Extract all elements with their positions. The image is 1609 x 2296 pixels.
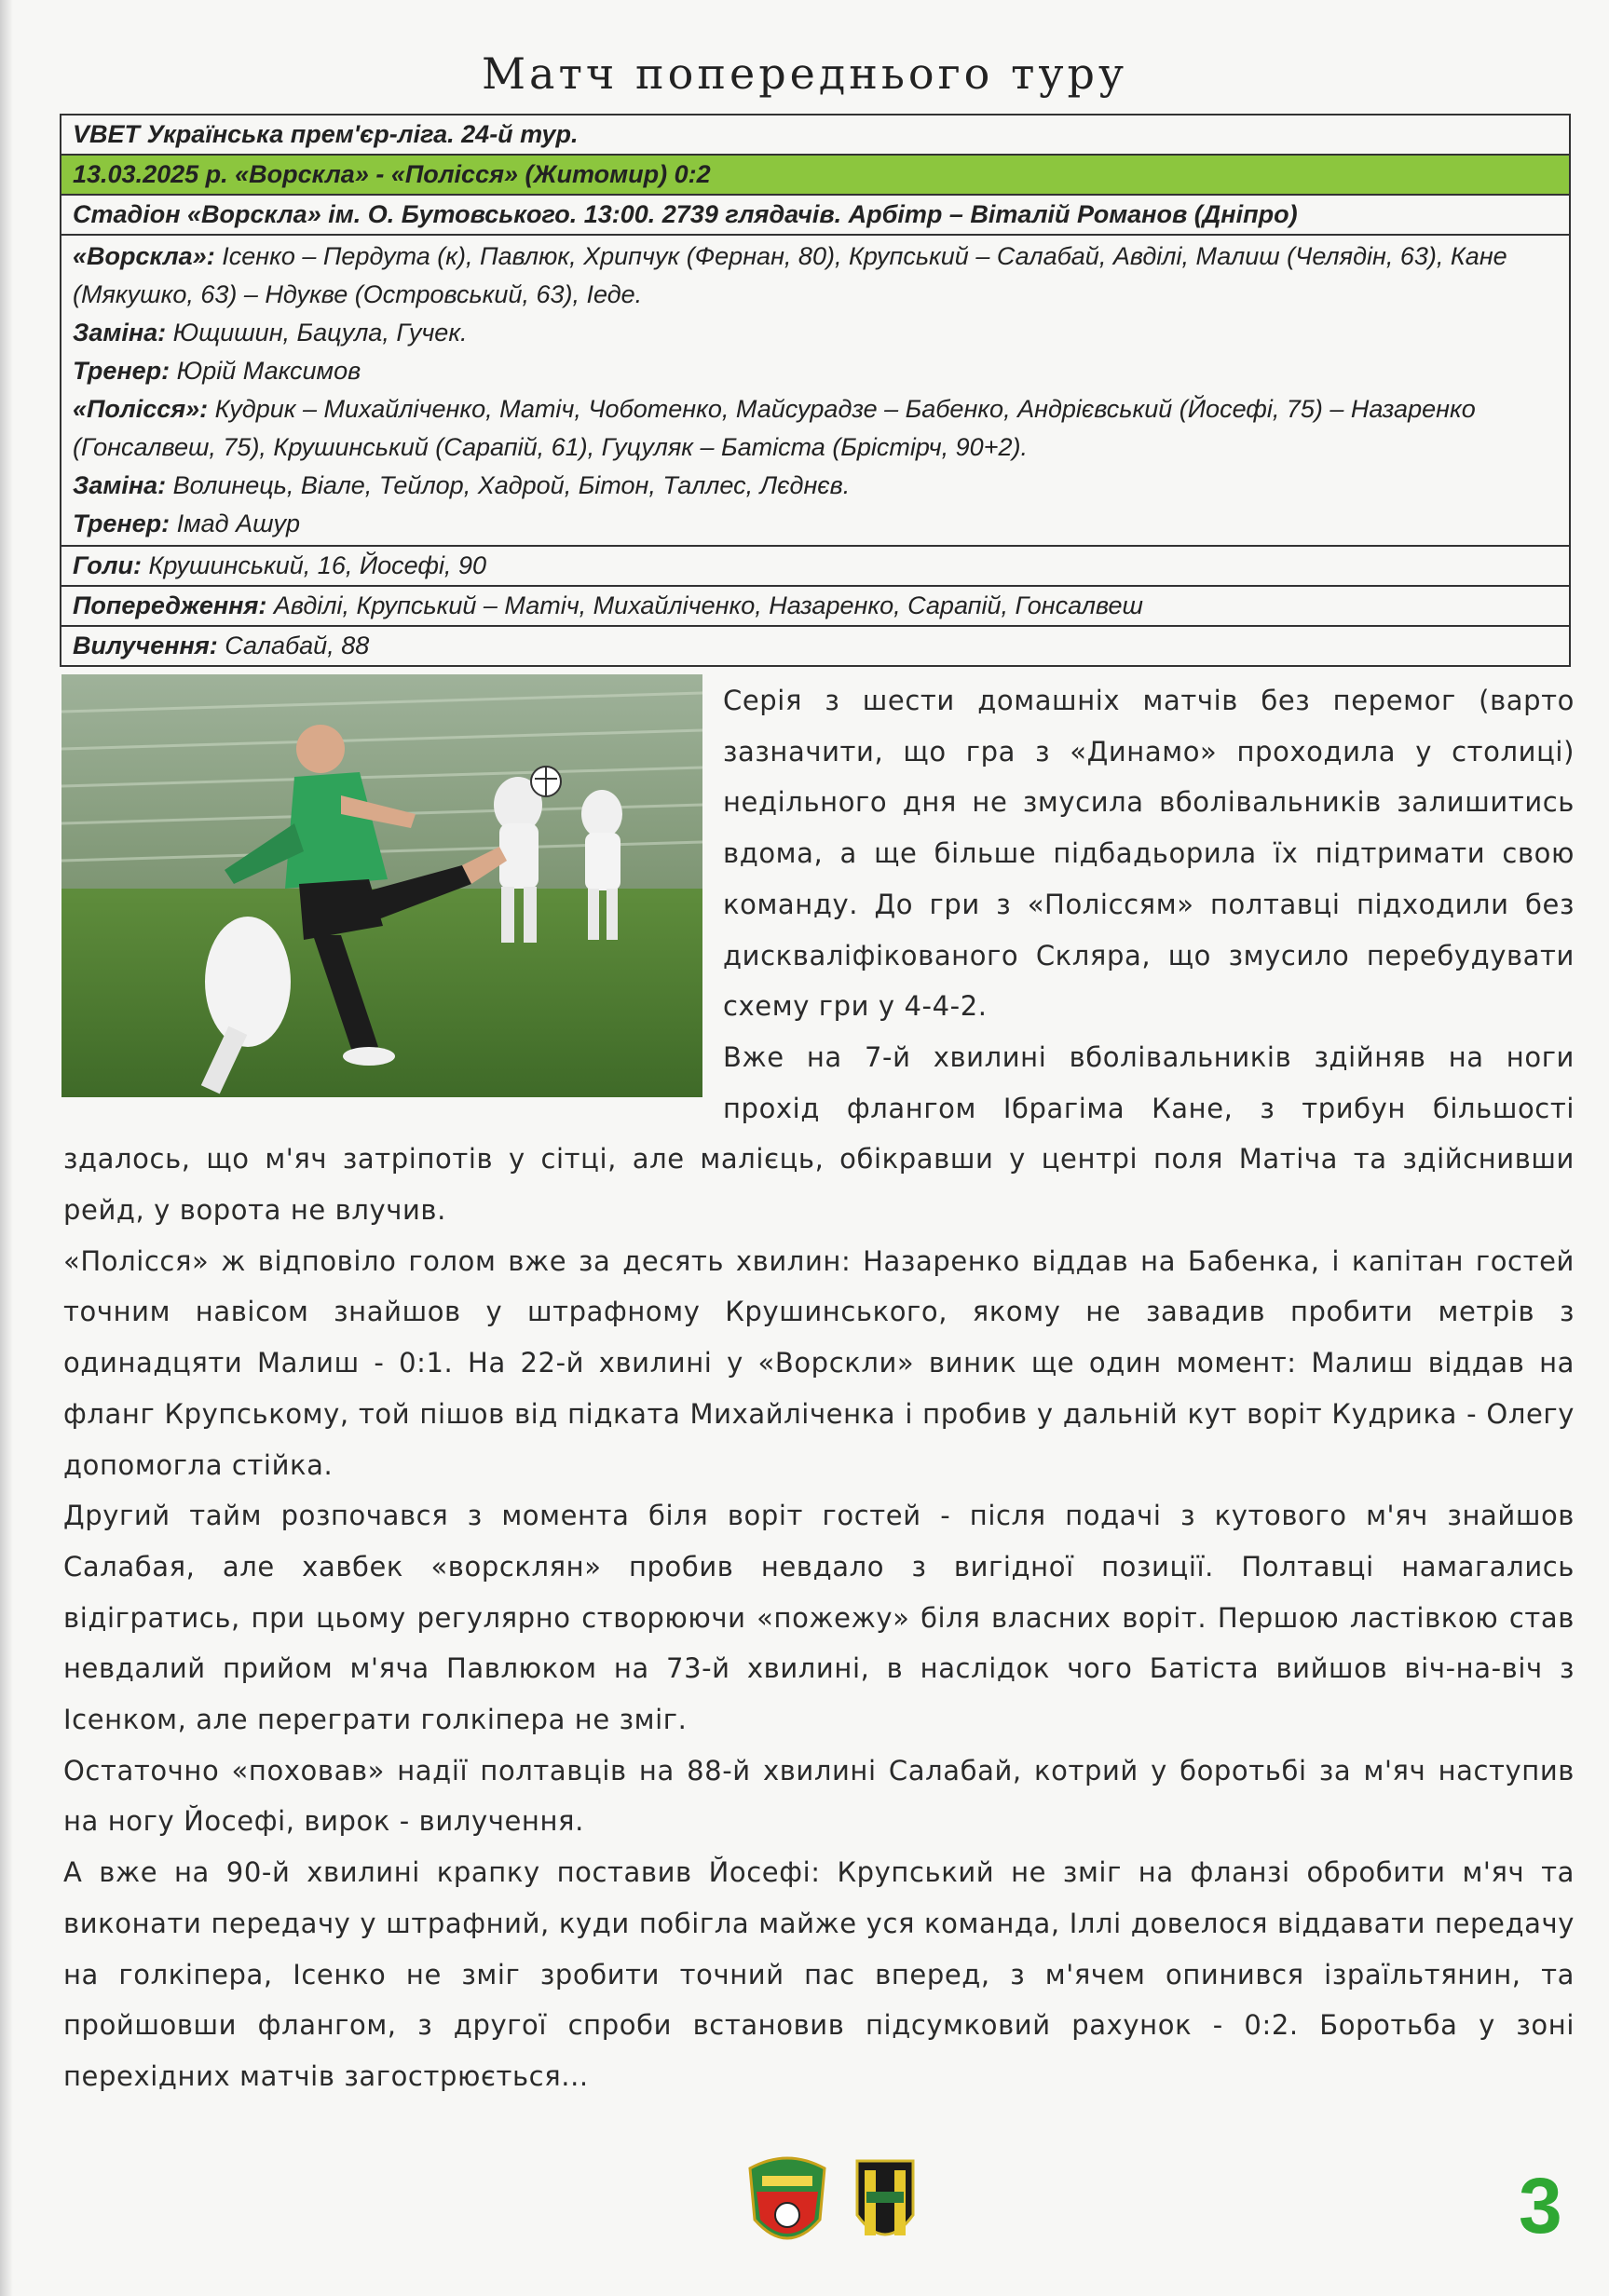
- polissia-coach-name: Імад Ашур: [170, 509, 301, 537]
- polissia-lineup: [73, 390, 1558, 467]
- vorskla-players: Ісенко – Пердута (к), Павлюк, Хрипчук (Фернан, 80), Крупський – Салабай, Авділі, Малиш (Челядін, 63), Кане (Мякушко, 63) – Ндукве (Островський, 63), Іеде.: [73, 242, 1507, 308]
- photo-float-space: [63, 675, 723, 1113]
- vorskla-subs-list: Ющишин, Бацула, Гучек.: [166, 319, 468, 346]
- vorskla-crest-icon: [750, 2158, 825, 2238]
- warnings-row: [61, 587, 1569, 627]
- page-title: Матч попереднього туру: [481, 48, 1128, 99]
- polissia-players: Кудрик – Михайліченко, Матіч, Чоботенко, Майсурадзе – Бабенко, Андрієвський (Йосефі, 75) – Назаренко (Гонсалвеш, 75), Крушинський (Сарапій, 61), Гуцуляк – Батіста (Брістірч, 90+2).: [73, 395, 1476, 461]
- polissia-coach-label: Тренер:: [73, 509, 170, 537]
- article-paragraph-1: Серія з шести домашніх матчів без перемог (варто зазначити, що гра з «Динамо» проходила у столиці) недільного дня не змусила вболівальників залишитись вдома, а ще більше підбадьорила їх підтримати свою команду. До гри з «Поліссям» полтавці підходили без дискваліфікованого Скляра, що змусило перебудувати схему гри у 4-4-2.: [723, 685, 1575, 1023]
- polissia-subs: [73, 467, 1558, 505]
- warnings-label: Попередження:: [73, 591, 267, 619]
- article-body: [63, 675, 1575, 2102]
- polissia-subs-label: Заміна:: [73, 471, 167, 499]
- goals-row: [61, 547, 1569, 587]
- venue-row: Стадіон «Ворскла» ім. О. Бутовського. 13:00. 2739 глядачів. Арбітр – Віталій Романов (Дніпро): [61, 196, 1569, 236]
- redcards-label: Вилучення:: [73, 632, 218, 659]
- vorskla-lineup: [73, 238, 1558, 314]
- warnings-list: Авділі, Крупський – Матіч, Михайліченко, Назаренко, Сарапій, Гонсалвеш: [266, 591, 1143, 619]
- article-paragraph-3: «Полісся» ж відповіло голом вже за десять хвилин: Назаренко віддав на Бабенка, і капітан гостей точним навісом знайшов у штрафному Крушинського, якому не завадив пробити метрів з одинадцяти Малиш - 0:1. На 22-й хвилині у «Ворскли» виник ще один момент: Малиш віддав на фланг Крупському, той пішов від підката Михайліченка і пробив у дальній кут воріт Кудрика - Олегу допомогла стійка.: [63, 1244, 1575, 1481]
- redcards-list: Салабай, 88: [217, 632, 370, 659]
- vorskla-coach-name: Юрій Максимов: [170, 357, 361, 385]
- match-info-table: [60, 114, 1571, 667]
- article-paragraph-5: Остаточно «поховав» надії полтавців на 88-й хвилині Салабай, котрий у боротьбі за м'яч наступив на ногу Йосефі, вирок - вилучення.: [63, 1754, 1575, 1838]
- club-logos: [745, 2150, 932, 2262]
- polissia-label: «Полісся»:: [73, 395, 209, 423]
- vorskla-label: «Ворскла»:: [73, 242, 215, 270]
- redcards-row: [61, 627, 1569, 665]
- oleksandriya-crest-icon: [857, 2161, 913, 2235]
- competition-row: VBET Українська прем'єр-ліга. 24-й тур.: [61, 115, 1569, 156]
- vorskla-coach: [73, 352, 1558, 390]
- page-edge: [0, 0, 13, 2296]
- article-paragraph-2: Вже на 7-й хвилині вболівальників здійняв на ноги прохід флангом Ібрагіма Кане, з трибун більшості здалось, що м'яч затріпотів у сітці, але малієць, обікравши у центрі поля Матіча та здійснивши рейд, у ворота не влучив.: [63, 1040, 1575, 1227]
- page-number: 3: [1519, 2162, 1562, 2249]
- polissia-coach: [73, 505, 1558, 543]
- vorskla-block: [61, 236, 1569, 547]
- article-paragraph-6: А вже на 90-й хвилині крапку поставив Йосефі: Крупський не зміг на фланзі обробити м'яч та виконати передачу у штрафний, куди побігла майже уся команда, Іллі довелося віддавати передачу на голкіпера, Ісенко не зміг зробити точний пас вперед, з м'ячем опинився ізраїльтянин, та пройшовши флангом, з другої спроби встановив підсумковий рахунок - 0:2. Боротьба у зоні перехідних матчів загострюється...: [63, 1856, 1575, 2092]
- vorskla-subs: [73, 314, 1558, 352]
- goals-list: Крушинський, 16, Йосефі, 90: [142, 551, 486, 579]
- article-paragraph-4: Другий тайм розпочався з момента біля воріт гостей - після подачі з кутового м'яч знайшов Салабая, але хавбек «ворсклян» пробив невдало з вигідної позиції. Полтавці намагались відігратись, при цьому регулярно створюючи «пожежу» біля власних воріт. Першою ластівкою став невдалий прийом м'яча Павлюком на 73-й хвилині, в наслідок чого Батіста вийшов віч-на-віч з Ісенком, але переграти голкіпера не зміг.: [63, 1500, 1575, 1736]
- vorskla-subs-label: Заміна:: [73, 319, 167, 346]
- polissia-subs-list: Волинець, Віале, Тейлор, Хадрой, Бітон, Таллес, Лєднєв.: [166, 471, 851, 499]
- goals-label: Голи:: [73, 551, 142, 579]
- match-row: 13.03.2025 р. «Ворскла» - «Полісся» (Житомир) 0:2: [61, 156, 1569, 196]
- vorskla-coach-label: Тренер:: [73, 357, 170, 385]
